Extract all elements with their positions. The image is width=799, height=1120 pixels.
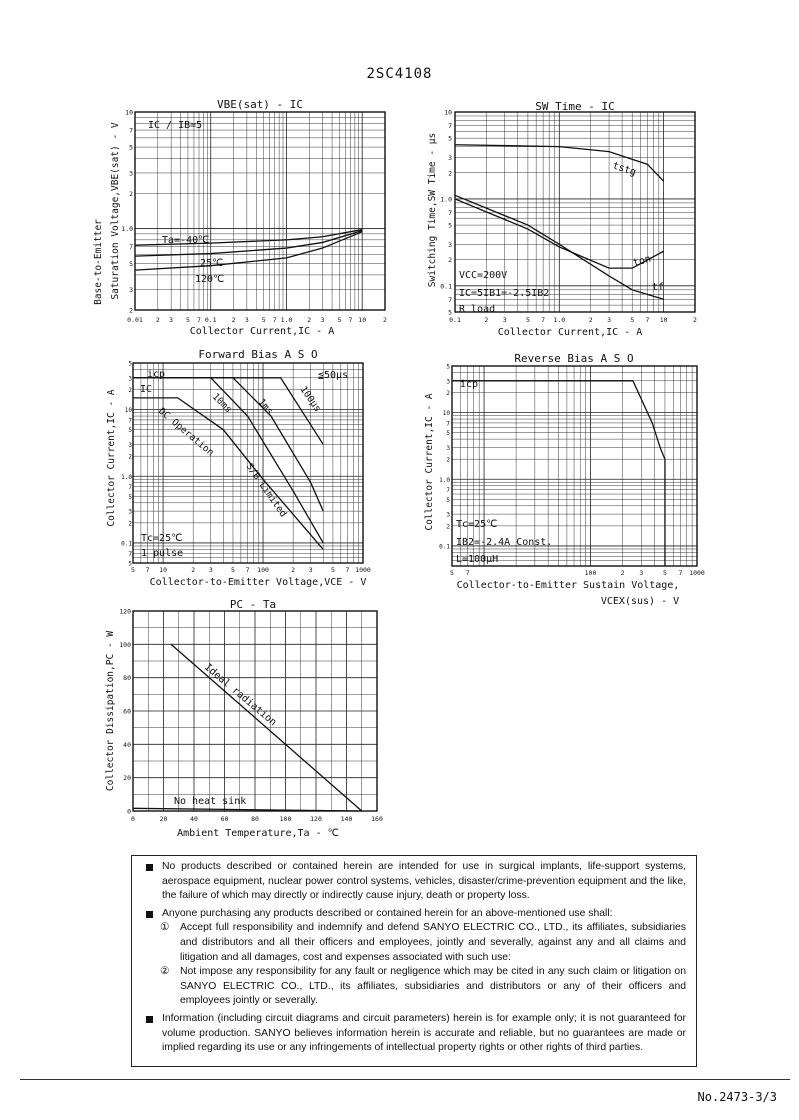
fbaso-y-tick-label: 1.0 <box>121 473 132 481</box>
vbe-x-tick-label: 10 <box>358 316 367 324</box>
fbaso-y-tick-label: 5 <box>128 560 132 568</box>
fbaso-x-tick-label: 5 <box>131 566 135 574</box>
fbaso-y-tick-label: 7 <box>128 550 132 558</box>
fbaso-ic-label: IC <box>140 384 153 395</box>
notice-item-2-text: Anyone purchasing any products described or contained herein for an above-mentioned use shall: <box>162 907 613 919</box>
fbaso-x-tick-label: 5 <box>230 566 235 574</box>
fbaso-pulse-label: 1 pulse <box>141 548 184 559</box>
rbaso-y-tick-label: 5 <box>446 496 450 504</box>
vbe-curve-label-120: 120℃ <box>195 274 225 285</box>
fbaso-y-tick-label: 2 <box>128 387 132 395</box>
vbe-chart-title: VBE(sat) - IC <box>216 98 304 111</box>
sw-condition-ic: IC=5IB1=-2.5IB2 <box>459 288 550 299</box>
fbaso-x-axis-label: Collector-to-Emitter Voltage,VCE - V <box>149 577 367 588</box>
vbe-x-tick-label: 3 <box>320 316 325 324</box>
pc-x-tick-label: 20 <box>159 815 168 823</box>
sw-x-tick-label: 7 <box>645 316 650 324</box>
rbaso-tc-label: Tc=25℃ <box>456 519 498 530</box>
fbaso-curve-label-dc: DC Operation <box>156 405 216 459</box>
sw-y-tick-label: 1.0 <box>440 195 452 204</box>
sw-x-tick-label: 10 <box>659 316 668 324</box>
sw-x-tick-label: 2 <box>484 316 489 324</box>
rbaso-y-tick-label: 5 <box>446 363 450 371</box>
vbe-y-tick-label: 5 <box>129 260 133 269</box>
sw-x-tick-label: 3 <box>607 316 612 324</box>
pc-y-tick-label: 0 <box>127 807 131 816</box>
vbe-y-tick-label: 10 <box>125 108 133 117</box>
sw-y-tick-label: 0.1 <box>440 282 452 291</box>
sw-y-tick-label: 7 <box>448 121 452 130</box>
sw-curve-label-tstg: tstg <box>611 160 638 179</box>
rbaso-x-tick-label: 3 <box>639 569 644 577</box>
fbaso-x-tick-label: 7 <box>245 566 250 574</box>
bullet-square-icon <box>146 1016 153 1023</box>
pc-curve-label-ideal: Ideal radiation <box>202 661 279 729</box>
rbaso-x-axis-label-line1: Collector-to-Emitter Sustain Voltage, <box>456 580 680 591</box>
fbaso-y-tick-label: 3 <box>128 375 132 383</box>
vbe-x-tick-label: 2 <box>155 316 160 324</box>
notice-subitem-2-text: Not impose any responsibility for any fault or negligence which may be cited in any such claim or litigation on SANYO ELECTRIC CO., LTD., its affiliates, subsidiaries and distributors or any of their officers and employees jointly or severally. <box>180 966 686 1007</box>
vbe-x-tick-label: 7 <box>272 316 277 324</box>
pc-x-tick-label: 120 <box>310 815 322 823</box>
vbe-x-tick-label: 2 <box>383 316 387 324</box>
pc-x-tick-label: 140 <box>340 815 353 823</box>
sw-x-tick-label: 2 <box>588 316 593 324</box>
pc-y-tick-label: 60 <box>123 707 131 716</box>
rbaso-icp-label: icp <box>460 379 479 390</box>
pc-x-tick-label: 160 <box>371 815 383 823</box>
vbe-y-tick-label: 1.0 <box>121 225 133 234</box>
vbe-x-tick-label: 2 <box>231 316 236 324</box>
vbe-x-tick-label: 2 <box>307 316 312 324</box>
pc-x-tick-label: 80 <box>251 815 259 823</box>
vbe-y-axis-label-line1: Base-to-Emitter <box>93 219 104 305</box>
notice-subitem-1 <box>146 921 686 965</box>
sw-y-tick-label: 7 <box>448 208 452 217</box>
pc-x-tick-label: 100 <box>279 815 292 823</box>
circled-one-icon: ① <box>160 922 170 934</box>
vbe-x-tick-label: 5 <box>185 316 190 324</box>
circled-two-icon: ② <box>160 966 170 978</box>
vbe-x-tick-label: 7 <box>197 316 201 324</box>
notice-item-1 <box>146 860 686 904</box>
sw-y-tick-label: 3 <box>448 240 452 249</box>
fbaso-tc-label: Tc=25℃ <box>141 533 183 544</box>
fbaso-curve-label-1ms: 1ms <box>255 396 276 418</box>
vbe-curve-label-minus40: Ta=-40℃ <box>162 235 210 246</box>
sw-condition-vcc: VCC=200V <box>459 270 508 281</box>
sw-y-tick-label: 5 <box>448 134 452 143</box>
rbaso-y-tick-label: 7 <box>446 487 450 495</box>
fbaso-y-tick-label: 2 <box>128 453 132 461</box>
fbaso-curve-label-100us: 100μs <box>297 384 323 415</box>
fbaso-y-tick-label: 7 <box>128 417 132 425</box>
notice-item-3-text: Information (including circuit diagrams and circuit parameters) herein is for example only; it is not guaranteed for volume production. SANYO believes information herein is accurate and reliable, but no guarantees are made or implied regarding its use or any infringements of intellectual property rights or other rights of third parties. <box>162 1012 686 1054</box>
sw-curve-label-ton: ton <box>631 253 653 269</box>
pc-y-tick-label: 100 <box>119 640 131 649</box>
pc-x-tick-label: 40 <box>190 815 198 823</box>
sw-x-tick-label: 5 <box>525 316 530 324</box>
fbaso-x-tick-label: 1000 <box>355 566 371 574</box>
sw-x-tick-label: 5 <box>630 316 635 324</box>
sw-condition-load: R load <box>459 304 496 315</box>
pc-y-axis-label: Collector Dissipation,PC - W <box>105 630 116 792</box>
fbaso-y-tick-label: 10 <box>124 407 132 415</box>
rbaso-y-axis-label: Collector Current,IC - A <box>424 393 435 531</box>
rbaso-y-tick-label: 5 <box>446 430 450 438</box>
part-number-title: 2SC4108 <box>366 66 433 82</box>
rbaso-y-tick-label: 0.1 <box>439 543 450 551</box>
notice-item-1-text: No products described or contained herein are intended for use in surgical implants, life-support systems, aerospace equipment, nuclear power control systems, vehicles, disaster/crime-prevention equipment and the like, the failure of which may directly or indirectly cause injury, death or property loss. <box>162 861 686 902</box>
sw-x-axis-label: Collector Current,IC - A <box>497 327 643 338</box>
fbaso-pulse-width-label: ≦50μs <box>318 370 349 381</box>
rbaso-y-tick-label: 1.0 <box>439 476 450 484</box>
fbaso-x-tick-label: 7 <box>145 566 150 574</box>
fbaso-x-tick-label: 2 <box>291 566 296 574</box>
sw-y-tick-label: 7 <box>448 295 452 304</box>
pc-chart-title: PC - Ta <box>229 598 277 611</box>
pc-y-tick-label: 40 <box>123 740 131 749</box>
vbe-y-tick-label: 3 <box>129 169 133 178</box>
fbaso-x-tick-label: 7 <box>345 566 350 574</box>
notice-item-2 <box>146 907 686 922</box>
sw-curve-label-tf: tf <box>652 282 665 293</box>
vbe-x-tick-label: 0.01 <box>127 316 143 324</box>
vbe-y-tick-label: 7 <box>129 243 133 252</box>
bullet-square-icon <box>146 911 153 918</box>
vbe-x-axis-label: Collector Current,IC - A <box>189 326 335 337</box>
fbaso-y-tick-label: 5 <box>128 360 132 368</box>
vbe-x-tick-label: 5 <box>261 316 266 324</box>
sw-x-tick-label: 1.0 <box>553 316 566 324</box>
fbaso-curve-label-10ms: 10ms <box>209 391 234 416</box>
vbe-y-tick-label: 7 <box>129 126 133 135</box>
rbaso-x-tick-label: 5 <box>450 569 454 577</box>
vbe-x-tick-label: 5 <box>337 316 342 324</box>
pc-y-tick-label: 20 <box>123 774 131 783</box>
rbaso-x-tick-label: 5 <box>662 569 667 577</box>
rbaso-x-tick-label: 1000 <box>689 569 705 577</box>
sw-x-tick-label: 7 <box>541 316 546 324</box>
rbaso-y-tick-label: 7 <box>446 420 450 428</box>
fbaso-x-tick-label: 5 <box>330 566 335 574</box>
rbaso-y-tick-label: 2 <box>446 390 450 398</box>
vbe-x-tick-label: 3 <box>169 316 174 324</box>
fbaso-y-tick-label: 3 <box>128 508 132 516</box>
rbaso-x-axis-label-line2: VCEX(sus) - V <box>600 596 680 607</box>
rbaso-x-tick-label: 100 <box>584 569 597 577</box>
fbaso-x-tick-label: 2 <box>191 566 196 574</box>
fbaso-y-tick-label: 3 <box>128 441 132 449</box>
vbe-curve-label-25: 25℃ <box>200 258 224 269</box>
notice-subitem-2 <box>146 965 686 1009</box>
fbaso-y-tick-label: 7 <box>128 484 132 492</box>
vbe-y-tick-label: 3 <box>129 285 133 294</box>
sw-x-tick-label: 0.1 <box>449 316 461 324</box>
footer-divider <box>20 1079 790 1080</box>
rbaso-x-tick-label: 7 <box>678 569 683 577</box>
vbe-condition-label: IC / IB=5 <box>148 120 203 131</box>
sw-y-tick-label: 2 <box>448 169 452 178</box>
vbe-y-tick-label: 5 <box>129 143 133 152</box>
rbaso-inductance-label: L=100μH <box>456 554 499 565</box>
rbaso-ib2-label: IB2=-2.4A Const. <box>456 537 553 548</box>
rbaso-x-tick-label: 7 <box>465 569 470 577</box>
notice-item-3 <box>146 1012 686 1056</box>
fbaso-x-tick-label: 10 <box>159 566 168 574</box>
sw-chart-title: SW Time - IC <box>535 100 615 113</box>
rbaso-y-tick-label: 2 <box>446 456 450 464</box>
sw-y-axis-label: Switching Time,SW Time - μs <box>427 132 438 288</box>
notice-subitem-1-text: Accept full responsibility and indemnify and defend SANYO ELECTRIC CO., LTD., its affiliates, subsidiaries and distributors and all their officers and employees, jointly and severally, against any and all claims and litigation and all damages, cost and expenses associated with such use: <box>180 922 686 963</box>
fbaso-x-tick-label: 3 <box>208 566 213 574</box>
fbaso-chart-title: Forward Bias A S O <box>198 348 318 361</box>
pc-x-tick-label: 0 <box>131 815 135 823</box>
rbaso-y-tick-label: 10 <box>442 410 450 418</box>
pc-y-tick-label: 80 <box>123 674 131 683</box>
bullet-square-icon <box>146 864 153 871</box>
fbaso-y-tick-label: 5 <box>128 493 132 501</box>
pc-curve-label-no-heat-sink: No heat sink <box>174 796 247 807</box>
fbaso-curve-label-sb: S/B Limited <box>243 461 289 520</box>
fbaso-y-tick-label: 5 <box>128 427 132 435</box>
fbaso-y-tick-label: 2 <box>128 520 132 528</box>
rbaso-chart-title: Reverse Bias A S O <box>514 352 634 365</box>
vbe-x-tick-label: 3 <box>244 316 249 324</box>
rbaso-y-tick-label: 3 <box>446 378 450 386</box>
sw-y-tick-label: 3 <box>448 153 452 162</box>
vbe-y-axis-label-line2: Saturation Voltage,VBE(sat) - V <box>110 122 121 300</box>
sw-y-tick-label: 2 <box>448 256 452 265</box>
pc-y-tick-label: 120 <box>119 607 131 616</box>
sw-x-tick-label: 3 <box>502 316 507 324</box>
pc-x-axis-label: Ambient Temperature,Ta - ℃ <box>177 828 339 839</box>
fbaso-y-tick-label: 0.1 <box>121 540 132 548</box>
rbaso-y-tick-label: 3 <box>446 444 450 452</box>
sw-x-tick-label: 2 <box>693 316 697 324</box>
vbe-x-tick-label: 1.0 <box>280 316 293 324</box>
pc-x-tick-label: 60 <box>220 815 229 823</box>
vbe-y-tick-label: 2 <box>129 306 133 315</box>
sw-y-tick-label: 10 <box>444 108 452 117</box>
sw-y-tick-label: 5 <box>448 221 452 230</box>
rbaso-y-tick-label: 2 <box>446 523 450 531</box>
vbe-y-tick-label: 2 <box>129 189 133 198</box>
rbaso-y-tick-label: 3 <box>446 511 450 519</box>
notice-box <box>131 855 697 1067</box>
fbaso-y-axis-label: Collector Current,IC - A <box>106 389 117 527</box>
rbaso-x-tick-label: 2 <box>620 569 625 577</box>
fbaso-x-tick-label: 3 <box>308 566 313 574</box>
vbe-x-tick-label: 0.1 <box>204 316 217 324</box>
sw-y-tick-label: 5 <box>448 308 452 317</box>
page-number: No.2473-3/3 <box>697 1090 777 1104</box>
fbaso-x-tick-label: 100 <box>257 566 269 574</box>
fbaso-icp-label: icp <box>147 369 166 380</box>
vbe-x-tick-label: 7 <box>348 316 353 324</box>
